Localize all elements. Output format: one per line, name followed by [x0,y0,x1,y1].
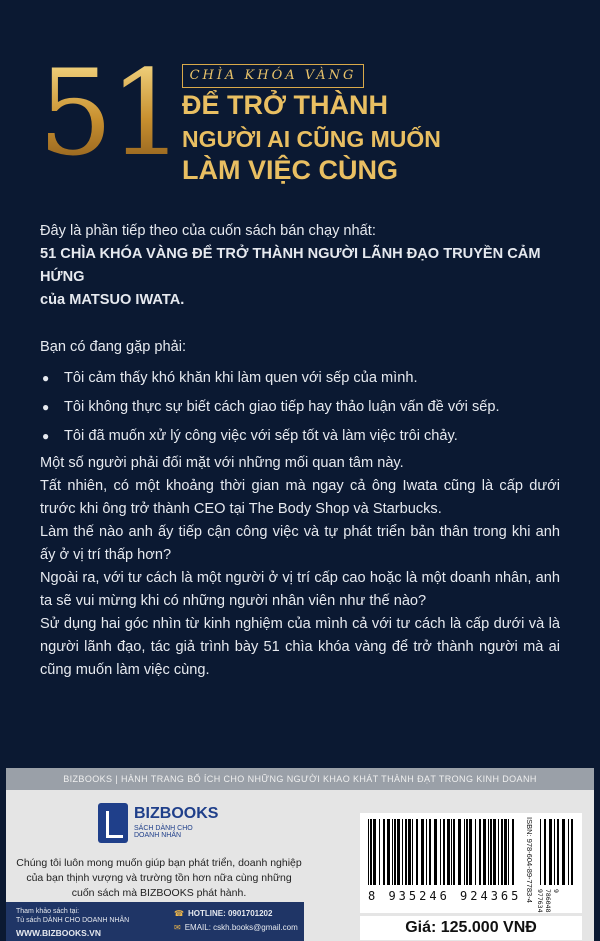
barcode-stripe [383,819,385,885]
barcode-stripe [544,819,546,885]
barcode-stripe [453,819,455,885]
barcode-stripe [373,819,376,885]
contact-strip [6,902,304,941]
barcode-stripe [397,819,400,885]
barcode-stripe [479,819,481,885]
title-line-3: LÀM VIỆC CÙNG [182,155,398,185]
title-number: 51 [38,44,181,182]
barcode-stripe [490,819,492,885]
barcode-stripe [488,819,489,885]
series-line-2: Tủ sách DÀNH CHO DOANH NHÂN [16,917,130,924]
paragraph-2: Tất nhiên, có một khoảng thời gian mà ngay cả ông Iwata cũng là cấp dưới trước khi ông trở thành CEO tại The Body Shop và Starbucks. [40,478,560,517]
barcode-stripe [370,819,372,885]
barcode-stripe [394,819,396,885]
barcode-stripe [464,819,465,885]
barcode-stripe [483,819,486,885]
barcode-stripe [554,819,555,885]
isbn-barcode-bars [540,819,574,889]
barcode-stripe [458,819,461,885]
publisher-logo [98,803,219,849]
paragraph-1: Một số người phải đối mặt với những mối quan tâm này. [40,455,404,471]
barcode-stripe [501,819,503,885]
barcode-stripe [408,819,411,885]
list-item: ● Tôi không thực sự biết cách giao tiếp hay thảo luận vấn đề với sếp. [40,396,560,419]
intro-line-3: của MATSUO IWATA. [40,292,185,308]
barcode-digits: 8 935246 924365 [368,889,522,903]
title-line-2: NGƯỜI AI CŨNG MUỐN [182,126,441,152]
barcode-stripe [540,819,541,885]
barcode-stripe [571,819,573,885]
barcode-stripe [434,819,437,885]
price-label: Giá: 125.000 VNĐ [360,916,582,940]
barcode-stripe [440,819,441,885]
title-kicker: CHÌA KHÓA VÀNG [182,64,364,88]
series-line-1: Tham khảo sách tại: [16,908,80,915]
barcode-stripe [557,819,559,885]
barcode-stripe [562,819,565,885]
barcode-stripe [429,819,431,885]
hotline[interactable]: ☎ HOTLINE: 0901701202 [174,909,273,918]
barcode-bars [368,819,518,889]
logo-mark-icon [98,803,128,843]
barcode-stripe [466,819,468,885]
barcode-stripe [508,819,509,885]
barcode-stripe [451,819,452,885]
barcode-stripe [379,819,380,885]
series-info [16,907,129,925]
barcode [360,813,582,913]
footer [0,760,600,941]
barcode-stripe [421,819,424,885]
barcode-stripe [512,819,514,885]
isbn-label: ISBN: 978-604-89-7783-4 [525,817,534,903]
intro-line-1: Đây là phần tiếp theo của cuốn sách bán chạy nhất: [40,223,376,239]
phone-icon: ☎ [174,909,184,918]
barcode-stripe [392,819,393,885]
barcode-stripe [368,819,369,885]
barcode-stripe [549,819,552,885]
website-link[interactable]: WWW.BIZBOOKS.VN [16,928,101,938]
paragraph-5: Sử dụng hai góc nhìn từ kinh nghiệm của mình cả với tư cách là cấp dưới và là người lãnh đạo, tác giả trình bày 51 chìa khóa vàng để trở thành người mà ai cũng muốn làm việc cùng. [40,616,560,678]
logo-subtitle: SÁCH DÀNH CHO DOANH NHÂN [134,825,193,839]
intro-section [40,220,560,454]
title-block [0,40,600,200]
barcode-stripe [498,819,499,885]
barcode-stripe [475,819,476,885]
barcode-stripe [387,819,390,885]
barcode-stripe [412,819,413,885]
intro-line-2: 51 CHÌA KHÓA VÀNG ĐỂ TRỞ THÀNH NGƯỜI LÃNH ĐẠO TRUYỀN CẢM HỨNG [40,246,541,285]
title-line-1: ĐỂ TRỞ THÀNH [182,90,389,120]
logo-name: BIZBOOKS [134,805,219,822]
paragraph-4: Ngoài ra, với tư cách là một người ở vị trí cấp cao hoặc là một doanh nhân, anh ta sẽ vui mừng khi có những người nhân viên như thế nào? [40,570,560,609]
barcode-stripe [568,819,569,885]
barcode-stripe [443,819,445,885]
barcode-stripe [416,819,418,885]
footer-panel [6,768,594,941]
barcode-stripe [504,819,507,885]
barcode-stripe [447,819,450,885]
contact-info [174,907,298,935]
tagline-bar: BIZBOOKS | HÀNH TRANG BỔ ÍCH CHO NHỮNG NGƯỜI KHAO KHÁT THÀNH ĐẠT TRONG KINH DOANH [6,768,594,790]
mail-icon: ✉ [174,923,181,932]
barcode-stripe [493,819,496,885]
paragraph-3: Làm thế nào anh ấy tiếp cận công việc và tự phát triển bản thân trong khi anh ấy ở vị trí thấp hơn? [40,524,560,563]
barcode-stripe [469,819,472,885]
intro-question: Bạn có đang gặp phải: [40,339,187,355]
barcode-stripe [405,819,407,885]
isbn-digits: 9 786048 977634 [536,889,560,913]
email[interactable]: ✉ EMAIL: cskh.books@gmail.com [174,923,298,932]
description-section [40,452,560,682]
promo-text: Chúng tôi luôn mong muốn giúp bạn phát triển, doanh nghiệp của bạn thịnh vượng và trường tồn hơn nữa cùng những cuốn sách mà BIZBOOKS phát hành. [16,857,302,899]
barcode-stripe [402,819,403,885]
barcode-stripe [426,819,427,885]
concern-list [40,367,560,448]
list-item: ● Tôi đã muốn xử lý công việc với sếp tốt và làm việc trôi chảy. [40,425,560,448]
list-item: ● Tôi cảm thấy khó khăn khi làm quen với sếp của mình. [40,367,560,390]
